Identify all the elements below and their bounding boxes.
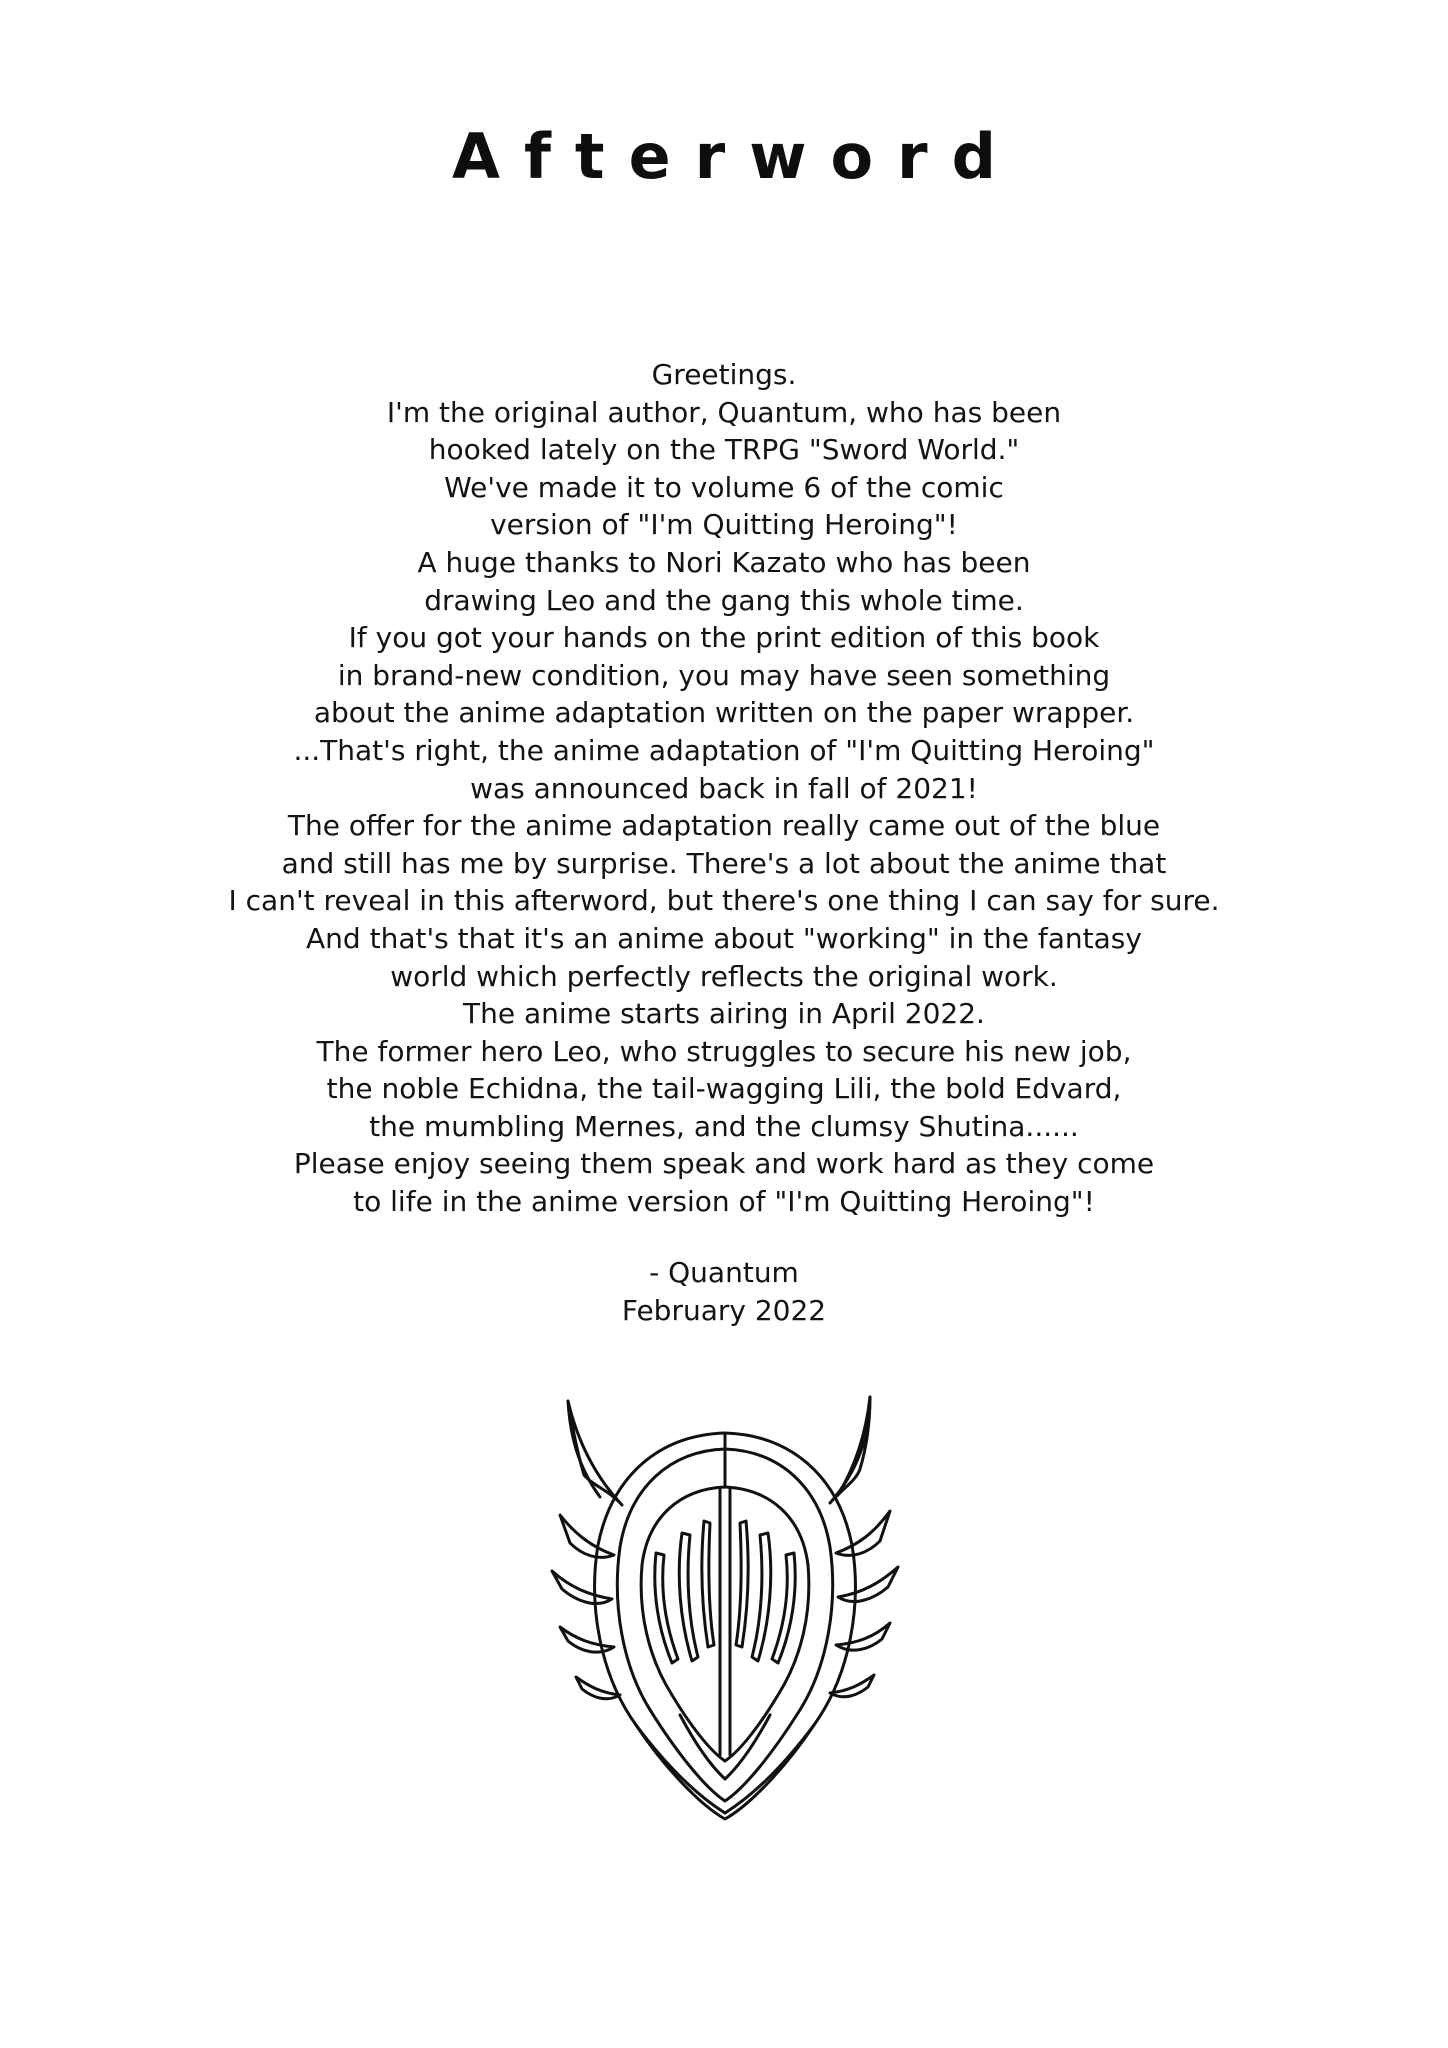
body-line: If you got your hands on the print edition of this book bbox=[348, 621, 1100, 655]
body-line: about the anime adaptation written on the paper wrapper. bbox=[313, 696, 1135, 730]
body-line: Greetings. bbox=[651, 358, 797, 391]
page-title: Afterword bbox=[451, 120, 1021, 193]
body-line: the mumbling Mernes, and the clumsy Shutina...... bbox=[369, 1109, 1079, 1143]
body-line: We've made it to volume 6 of the comic bbox=[444, 470, 1004, 504]
afterword-body bbox=[120, 356, 1328, 1221]
body-line: ...That's right, the anime adaptation of "I'm Quitting Heroing" bbox=[293, 733, 1155, 767]
body-line: world which perfectly reflects the original work. bbox=[390, 959, 1058, 993]
body-line: The offer for the anime adaptation really came out of the blue bbox=[287, 809, 1161, 843]
body-line: The former hero Leo, who struggles to secure his new job, bbox=[316, 1034, 1132, 1068]
body-line: I'm the original author, Quantum, who has been bbox=[386, 395, 1062, 429]
body-line: The anime starts airing in April 2022. bbox=[463, 997, 985, 1031]
body-line: was announced back in fall of 2021! bbox=[470, 771, 978, 805]
body-line: the noble Echidna, the tail-wagging Lili, the bold Edvard, bbox=[326, 1072, 1122, 1106]
body-line: version of "I'm Quitting Heroing"! bbox=[490, 508, 958, 542]
body-line: and still has me by surprise. There's a lot about the anime that bbox=[281, 846, 1167, 880]
body-line: hooked lately on the TRPG "Sword World." bbox=[428, 433, 1020, 467]
signature bbox=[0, 1254, 1448, 1329]
signature-author: - Quantum bbox=[649, 1256, 799, 1289]
helmet-icon bbox=[540, 1395, 910, 1825]
body-line: A huge thanks to Nori Kazato who has been bbox=[417, 545, 1031, 579]
body-line: drawing Leo and the gang this whole time. bbox=[424, 583, 1024, 617]
body-line: I can't reveal in this afterword, but there's one thing I can say for sure. bbox=[228, 884, 1220, 918]
body-line: to life in the anime version of "I'm Quitting Heroing"! bbox=[353, 1185, 1095, 1219]
body-line: Please enjoy seeing them speak and work hard as they come bbox=[293, 1147, 1155, 1181]
body-line: And that's that it's an anime about "working" in the fantasy bbox=[306, 921, 1142, 955]
signature-date: February 2022 bbox=[621, 1293, 827, 1327]
body-line: in brand-new condition, you may have seen something bbox=[337, 658, 1111, 692]
